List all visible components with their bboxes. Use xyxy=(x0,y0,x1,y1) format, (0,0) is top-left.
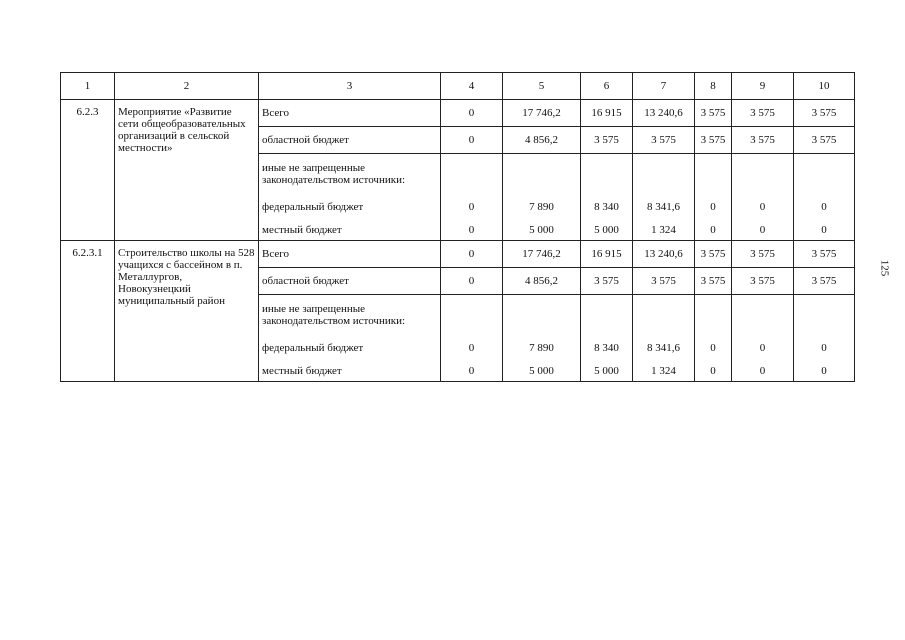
value-cell: 4 856,2 xyxy=(503,127,581,154)
value-cell: 0 xyxy=(441,360,503,382)
value-cell xyxy=(695,154,732,195)
value-cell xyxy=(633,295,695,336)
header-cell: 4 xyxy=(441,73,503,100)
value-cell: 3 575 xyxy=(581,127,633,154)
value-cell: 7 890 xyxy=(503,194,581,219)
header-row xyxy=(61,73,855,100)
value-cell: 5 000 xyxy=(581,360,633,382)
value-cell: 4 856,2 xyxy=(503,268,581,295)
value-cell: 16 915 xyxy=(581,241,633,268)
value-cell: 8 341,6 xyxy=(633,194,695,219)
value-cell xyxy=(732,154,794,195)
source-label: иные не запрещенные законодательством источники: xyxy=(259,295,441,336)
value-cell xyxy=(441,154,503,195)
value-cell xyxy=(732,295,794,336)
value-cell: 0 xyxy=(794,194,855,219)
source-label: федеральный бюджет xyxy=(259,194,441,219)
header-cell: 8 xyxy=(695,73,732,100)
source-label: местный бюджет xyxy=(259,360,441,382)
budget-table xyxy=(60,72,855,382)
value-cell: 3 575 xyxy=(732,268,794,295)
value-cell: 0 xyxy=(732,194,794,219)
source-label: местный бюджет xyxy=(259,219,441,241)
value-cell: 0 xyxy=(441,268,503,295)
value-cell: 0 xyxy=(732,360,794,382)
source-label: областной бюджет xyxy=(259,268,441,295)
section-code: 6.2.3 xyxy=(61,100,115,241)
value-cell: 0 xyxy=(441,127,503,154)
value-cell: 0 xyxy=(441,241,503,268)
value-cell: 16 915 xyxy=(581,100,633,127)
header-cell: 10 xyxy=(794,73,855,100)
section-code: 6.2.3.1 xyxy=(61,241,115,382)
value-cell: 7 890 xyxy=(503,335,581,360)
value-cell xyxy=(503,154,581,195)
table-row xyxy=(61,241,855,268)
value-cell: 0 xyxy=(732,219,794,241)
value-cell: 13 240,6 xyxy=(633,241,695,268)
source-label: областной бюджет xyxy=(259,127,441,154)
value-cell: 8 341,6 xyxy=(633,335,695,360)
value-cell: 3 575 xyxy=(794,100,855,127)
value-cell: 5 000 xyxy=(503,360,581,382)
source-label: Всего xyxy=(259,241,441,268)
value-cell: 8 340 xyxy=(581,335,633,360)
value-cell: 0 xyxy=(441,194,503,219)
value-cell xyxy=(695,295,732,336)
value-cell: 3 575 xyxy=(695,268,732,295)
page-number: 125 xyxy=(878,259,891,277)
value-cell: 3 575 xyxy=(695,100,732,127)
value-cell: 5 000 xyxy=(581,219,633,241)
header-cell: 7 xyxy=(633,73,695,100)
value-cell: 3 575 xyxy=(633,127,695,154)
value-cell: 0 xyxy=(441,100,503,127)
header-cell: 1 xyxy=(61,73,115,100)
value-cell: 5 000 xyxy=(503,219,581,241)
value-cell: 13 240,6 xyxy=(633,100,695,127)
section-name: Строительство школы на 528 учащихся с бассейном в п. Металлургов, Новокузнецкий муниципальный район xyxy=(115,241,259,382)
value-cell: 3 575 xyxy=(794,127,855,154)
value-cell: 0 xyxy=(794,360,855,382)
value-cell: 3 575 xyxy=(794,241,855,268)
value-cell: 3 575 xyxy=(732,241,794,268)
source-label: иные не запрещенные законодательством источники: xyxy=(259,154,441,195)
header-cell: 6 xyxy=(581,73,633,100)
header-cell: 2 xyxy=(115,73,259,100)
value-cell xyxy=(794,295,855,336)
value-cell xyxy=(794,154,855,195)
value-cell: 3 575 xyxy=(732,127,794,154)
header-cell: 3 xyxy=(259,73,441,100)
value-cell: 1 324 xyxy=(633,360,695,382)
value-cell: 3 575 xyxy=(794,268,855,295)
value-cell: 0 xyxy=(794,335,855,360)
value-cell xyxy=(503,295,581,336)
value-cell: 0 xyxy=(441,335,503,360)
source-label: федеральный бюджет xyxy=(259,335,441,360)
value-cell: 1 324 xyxy=(633,219,695,241)
section-name: Мероприятие «Развитие сети общеобразовательных организаций в сельской местности» xyxy=(115,100,259,241)
value-cell xyxy=(581,154,633,195)
value-cell: 3 575 xyxy=(695,127,732,154)
value-cell xyxy=(581,295,633,336)
value-cell: 0 xyxy=(441,219,503,241)
value-cell: 0 xyxy=(695,335,732,360)
value-cell: 8 340 xyxy=(581,194,633,219)
value-cell: 0 xyxy=(695,360,732,382)
value-cell: 3 575 xyxy=(695,241,732,268)
value-cell: 17 746,2 xyxy=(503,241,581,268)
value-cell: 0 xyxy=(695,194,732,219)
value-cell: 0 xyxy=(732,335,794,360)
header-cell: 5 xyxy=(503,73,581,100)
header-cell: 9 xyxy=(732,73,794,100)
value-cell: 3 575 xyxy=(732,100,794,127)
value-cell: 17 746,2 xyxy=(503,100,581,127)
value-cell: 0 xyxy=(794,219,855,241)
value-cell xyxy=(633,154,695,195)
value-cell: 0 xyxy=(695,219,732,241)
value-cell xyxy=(441,295,503,336)
source-label: Всего xyxy=(259,100,441,127)
value-cell: 3 575 xyxy=(581,268,633,295)
value-cell: 3 575 xyxy=(633,268,695,295)
table-row xyxy=(61,100,855,127)
